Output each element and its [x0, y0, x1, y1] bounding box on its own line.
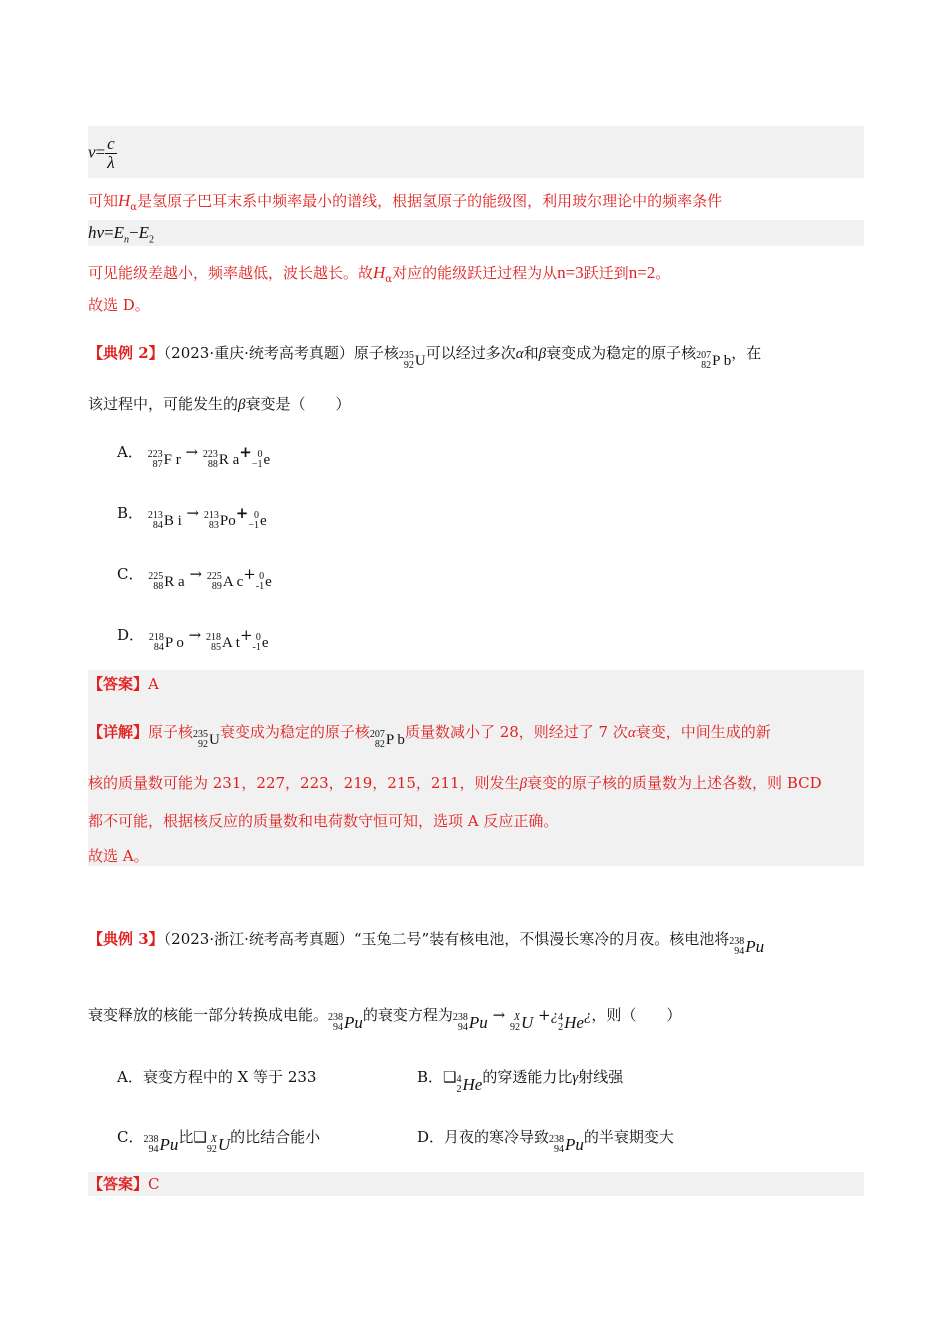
- explanation-line-2: 可见能级差越小，频率越低，波长越长。故$H_\alpha$对应的能级跃迁过程为从n=3跃迁到n=2。: [88, 263, 671, 285]
- explanation-line-1: 可知$H_\alpha$是氢原子巴耳末系中频率最小的谱线，根据氢原子的能级图，利用玻尔理论中的频率条件: [88, 191, 723, 213]
- ex2-option-b[interactable]: B． 213 84 B i → 213 83 Po + 0 −1 e: [117, 504, 267, 531]
- ex2-detail-line-2: 核的质量数可能为 231，227，223，219，215，211，则发生β衰变的原子核的质量数为上述各数，则 BCD: [88, 774, 822, 792]
- example-3-question-line-2: 衰变释放的核能一部分转换成电能。 238 94 Pu 的衰变方程为 238 94 Pu → X 92 U +¿ 4 2 He ¿，则（ ）: [88, 1006, 682, 1033]
- ex2-option-d[interactable]: D． 218 84 P o → 218 85 A t + 0 -1 e: [117, 626, 269, 653]
- ex2-detail-line-4: 故选 A。: [88, 847, 149, 865]
- ex3-answer: 【答案】C: [88, 1175, 160, 1193]
- ex3-option-d[interactable]: D．月夜的寒冷导致 238 94 Pu 的半衰期变大: [417, 1128, 674, 1155]
- formula-block-h: [88, 220, 864, 246]
- placeholder-box-icon: ❑: [193, 1128, 207, 1146]
- ex3-answer-block: [88, 1172, 864, 1196]
- ex2-option-c[interactable]: C． 225 88 R a → 225 89 A c + 0 -1 e: [117, 565, 272, 592]
- example-2-question-line-2: 该过程中，可能发生的β衰变是（ ）: [88, 395, 351, 413]
- placeholder-box-icon: ❑: [443, 1068, 457, 1086]
- example-2-question-line-1: 【典例 2】（2023·重庆·统考高考真题）原子核 235 92 U 可以经过多次α和β衰变成为稳定的原子核 207 82 P b ，在: [88, 344, 762, 371]
- ex2-detail-line-3: 都不可能，根据核反应的质量数和电荷数守恒可知，选项 A 反应正确。: [88, 812, 559, 830]
- ex3-option-b[interactable]: B．❑ 4 2 He 的穿透能力比γ射线强: [417, 1068, 624, 1095]
- formula-v: v= $\frac{c}{\lambda}$: [88, 134, 115, 172]
- ex2-option-a[interactable]: A． 223 87 F r → 223 88 R a + 0 −1 e: [117, 443, 271, 470]
- ex3-option-c[interactable]: C． 238 94 Pu 比❑ X 92 U 的比结合能小: [117, 1128, 321, 1155]
- ex2-detail-line-1: 【详解】原子核 235 92 U 衰变成为稳定的原子核 207 82 P b 质量数减小了 28，则经过了 7 次α衰变，中间生成的新: [88, 723, 771, 750]
- formula-hv: $hv=E_n-E_2$: [88, 223, 155, 246]
- formula-block-v: [88, 126, 864, 178]
- ex3-option-a[interactable]: A．衰变方程中的 X 等于 233: [117, 1068, 317, 1086]
- example-3-question-line-1: 【典例 3】（2023·浙江·统考高考真题）“玉兔二号”装有核电池，不惧漫长寒冷的月夜。核电池将 238 94 Pu: [88, 930, 765, 957]
- ex2-answer-block: [88, 670, 864, 866]
- conclusion-d: 故选 D。: [88, 296, 150, 314]
- ex2-answer: 【答案】A: [88, 675, 159, 693]
